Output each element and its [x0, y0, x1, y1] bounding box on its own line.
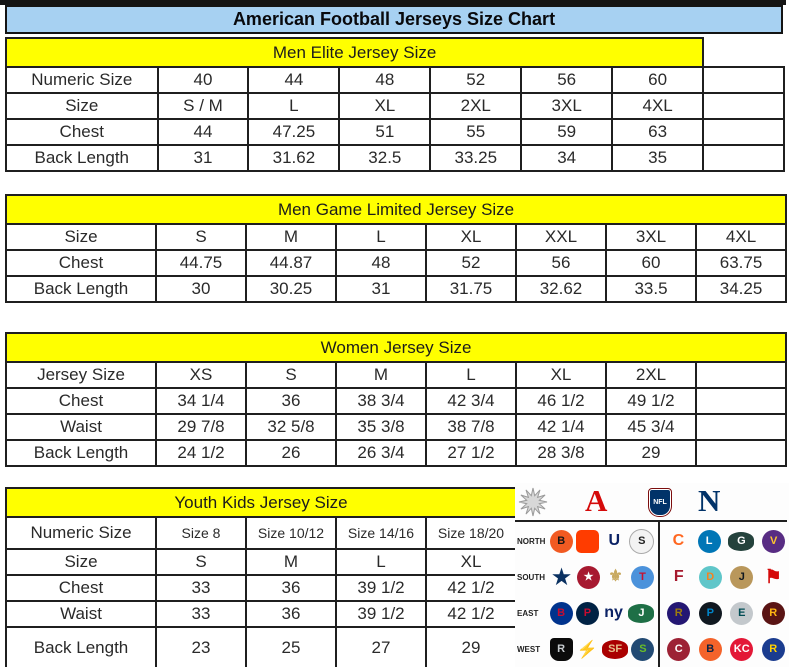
value-cell: M — [246, 224, 336, 250]
row-label-cell: Size — [6, 93, 158, 119]
division-row-west — [515, 631, 789, 667]
value-cell: M — [246, 549, 336, 575]
value-cell: L — [426, 362, 516, 388]
value-cell: 3XL — [606, 224, 696, 250]
value-cell: XL — [426, 549, 516, 575]
nfc-team-logos — [663, 602, 789, 625]
table-row — [6, 601, 516, 627]
value-cell: 44.75 — [156, 250, 246, 276]
value-cell — [696, 440, 786, 466]
titans-logo-icon: T — [631, 566, 654, 589]
value-cell: 32.5 — [339, 145, 430, 171]
value-cell: 44 — [158, 119, 249, 145]
value-cell: 32 5/8 — [246, 414, 336, 440]
value-cell: XXL — [516, 224, 606, 250]
bills-logo-icon: B — [550, 602, 573, 625]
broncos-logo-icon: B — [699, 638, 722, 661]
value-cell: 48 — [339, 67, 430, 93]
women-size-table — [5, 332, 787, 467]
men-game-section-header: Men Game Limited Jersey Size — [6, 195, 786, 224]
value-cell: 31.62 — [248, 145, 339, 171]
row-label-cell: Back Length — [6, 440, 156, 466]
value-cell: 38 3/4 — [336, 388, 426, 414]
row-label-cell: Waist — [6, 414, 156, 440]
division-label: WEST — [517, 644, 541, 654]
row-label-cell: Chest — [6, 250, 156, 276]
value-cell: 27 — [336, 627, 426, 667]
value-cell: 51 — [339, 119, 430, 145]
value-cell: 34.25 — [696, 276, 786, 302]
value-cell: 2XL — [430, 93, 521, 119]
value-cell: Size 14/16 — [336, 517, 426, 549]
division-label: NORTH — [517, 536, 546, 546]
value-cell — [703, 67, 784, 93]
falcons-logo-icon: F — [673, 568, 684, 585]
eagles-logo-icon: E — [730, 602, 753, 625]
value-cell: 31 — [336, 276, 426, 302]
table-row — [6, 549, 516, 575]
texans-logo-icon: ★ — [577, 566, 600, 589]
seahawks-logo-icon: S — [631, 638, 654, 661]
ravens-logo-icon: R — [667, 602, 690, 625]
value-cell: 33.25 — [430, 145, 521, 171]
value-cell — [696, 414, 786, 440]
value-cell: S — [246, 362, 336, 388]
value-cell: L — [336, 549, 426, 575]
value-cell: 56 — [521, 67, 612, 93]
women-section-header: Women Jersey Size — [6, 333, 786, 362]
value-cell: 63 — [612, 119, 703, 145]
value-cell: 45 3/4 — [606, 414, 696, 440]
value-cell: 26 — [246, 440, 336, 466]
value-cell: L — [336, 224, 426, 250]
table-row — [6, 414, 786, 440]
value-cell: 42 1/2 — [426, 575, 516, 601]
nfc-team-logos — [663, 530, 789, 553]
value-cell: 48 — [336, 250, 426, 276]
youth-kids-size-table — [5, 487, 517, 667]
value-cell: 4XL — [696, 224, 786, 250]
table-row — [6, 145, 784, 171]
panthers-logo-icon: P — [699, 602, 722, 625]
value-cell: 29 — [606, 440, 696, 466]
row-label-cell: Chest — [6, 575, 156, 601]
value-cell: 42 1/4 — [516, 414, 606, 440]
value-cell: 39 1/2 — [336, 575, 426, 601]
value-cell: 29 — [426, 627, 516, 667]
table-row — [6, 276, 786, 302]
value-cell: 27 1/2 — [426, 440, 516, 466]
value-cell: 47.25 — [248, 119, 339, 145]
value-cell: Size 10/12 — [246, 517, 336, 549]
bears-logo-icon: C — [672, 532, 685, 549]
value-cell: 33.5 — [606, 276, 696, 302]
value-cell — [696, 388, 786, 414]
nfl-shield-icon: NFL — [649, 489, 671, 516]
table-row — [6, 224, 786, 250]
value-cell: 42 1/2 — [426, 601, 516, 627]
value-cell: 2XL — [606, 362, 696, 388]
table-row — [6, 250, 786, 276]
value-cell: 25 — [246, 627, 336, 667]
value-cell: 33 — [156, 601, 246, 627]
value-cell — [703, 119, 784, 145]
value-cell: XL — [426, 224, 516, 250]
buccaneers-logo-icon: ⚑ — [764, 566, 782, 588]
conference-header-row — [515, 483, 789, 520]
value-cell: 24 1/2 — [156, 440, 246, 466]
rams-logo-icon: R — [762, 638, 785, 661]
afc-conference-icon: A — [585, 483, 608, 518]
bengals-logo-icon: B — [550, 530, 573, 553]
value-cell: 30.25 — [246, 276, 336, 302]
value-cell: 59 — [521, 119, 612, 145]
value-cell: 36 — [246, 601, 336, 627]
value-cell: Size 8 — [156, 517, 246, 549]
division-row-east — [515, 595, 789, 631]
nfl-team-logos-panel — [515, 483, 789, 667]
saints-logo-icon: ⚜ — [608, 568, 623, 585]
youth-section-header: Youth Kids Jersey Size — [6, 488, 516, 517]
logos-horizontal-divider — [515, 520, 787, 522]
afc-team-logos — [548, 529, 656, 554]
chargers-logo-icon: ⚡ — [576, 639, 598, 659]
chiefs-logo-icon: KC — [730, 638, 753, 661]
division-rows — [515, 523, 789, 667]
steelers-logo-icon: S — [629, 529, 654, 554]
value-cell: 35 3/8 — [336, 414, 426, 440]
afc-team-logos — [548, 638, 656, 661]
row-label-cell: Chest — [6, 119, 158, 145]
cardinals-logo-icon: C — [667, 638, 690, 661]
value-cell: 33 — [156, 575, 246, 601]
men-elite-size-table — [5, 37, 785, 172]
value-cell: 40 — [158, 67, 249, 93]
row-label-cell: Back Length — [6, 627, 156, 667]
value-cell: XL — [339, 93, 430, 119]
men-elite-section-header: Men Elite Jersey Size — [6, 38, 703, 67]
value-cell: 23 — [156, 627, 246, 667]
value-cell: S / M — [158, 93, 249, 119]
value-cell: M — [336, 362, 426, 388]
men-elite-header-empty-cell — [703, 38, 784, 67]
value-cell: 31.75 — [426, 276, 516, 302]
row-label-cell: Back Length — [6, 145, 158, 171]
value-cell: 28 3/8 — [516, 440, 606, 466]
table-row — [6, 440, 786, 466]
value-cell — [703, 145, 784, 171]
value-cell: 4XL — [612, 93, 703, 119]
value-cell — [703, 93, 784, 119]
giants-logo-icon: ny — [604, 604, 623, 621]
row-label-cell: Back Length — [6, 276, 156, 302]
table-row — [6, 575, 516, 601]
table-row — [6, 93, 784, 119]
row-label-cell: Jersey Size — [6, 362, 156, 388]
value-cell: 46 1/2 — [516, 388, 606, 414]
patriots-logo-icon: P — [576, 602, 599, 625]
table-row — [6, 388, 786, 414]
cowboys-logo-icon: ★ — [552, 565, 571, 589]
nfc-conference-icon: N — [698, 483, 721, 518]
value-cell: L — [248, 93, 339, 119]
division-label: EAST — [517, 608, 539, 618]
value-cell — [696, 362, 786, 388]
men-game-limited-size-table — [5, 194, 787, 303]
value-cell: 26 3/4 — [336, 440, 426, 466]
value-cell: 34 1/4 — [156, 388, 246, 414]
page-title: American Football Jerseys Size Chart — [5, 5, 783, 34]
value-cell: 63.75 — [696, 250, 786, 276]
value-cell: 52 — [430, 67, 521, 93]
value-cell: 34 — [521, 145, 612, 171]
dolphins-logo-icon: D — [699, 566, 722, 589]
value-cell: Size 18/20 — [426, 517, 516, 549]
row-label-cell: Chest — [6, 388, 156, 414]
value-cell: 44.87 — [246, 250, 336, 276]
lions-logo-icon: L — [698, 530, 721, 553]
table-row — [6, 517, 516, 549]
table-row — [6, 627, 516, 667]
value-cell: XL — [516, 362, 606, 388]
value-cell: S — [156, 224, 246, 250]
value-cell: 30 — [156, 276, 246, 302]
jaguars-logo-icon: J — [730, 566, 753, 589]
starburst-icon — [518, 487, 548, 517]
nfc-team-logos — [663, 566, 789, 589]
value-cell: 38 7/8 — [426, 414, 516, 440]
row-label-cell: Numeric Size — [6, 67, 158, 93]
value-cell: 60 — [612, 67, 703, 93]
value-cell: 44 — [248, 67, 339, 93]
table-row — [6, 67, 784, 93]
afc-team-logos — [548, 602, 656, 625]
table-row — [6, 119, 784, 145]
row-label-cell: Waist — [6, 601, 156, 627]
raiders-logo-icon: R — [550, 638, 573, 661]
value-cell: 36 — [246, 388, 336, 414]
row-label-cell: Size — [6, 549, 156, 575]
value-cell: 60 — [606, 250, 696, 276]
row-label-cell: Size — [6, 224, 156, 250]
value-cell: 52 — [426, 250, 516, 276]
value-cell: 39 1/2 — [336, 601, 426, 627]
value-cell: 32.62 — [516, 276, 606, 302]
49ers-logo-icon: SF — [602, 640, 628, 659]
division-row-north — [515, 523, 789, 559]
jets-logo-icon: J — [628, 604, 654, 623]
vikings-logo-icon: V — [762, 530, 785, 553]
value-cell: 55 — [430, 119, 521, 145]
value-cell: 56 — [516, 250, 606, 276]
division-label: SOUTH — [517, 572, 545, 582]
nfc-team-logos — [663, 638, 789, 661]
value-cell: 29 7/8 — [156, 414, 246, 440]
row-label-cell: Numeric Size — [6, 517, 156, 549]
value-cell: 42 3/4 — [426, 388, 516, 414]
value-cell: S — [156, 549, 246, 575]
value-cell: 31 — [158, 145, 249, 171]
browns-logo-icon — [576, 530, 599, 553]
redskins-logo-icon: R — [762, 602, 785, 625]
division-row-south — [515, 559, 789, 595]
value-cell: 36 — [246, 575, 336, 601]
packers-logo-icon: G — [728, 532, 754, 551]
value-cell: 3XL — [521, 93, 612, 119]
value-cell: XS — [156, 362, 246, 388]
value-cell: 49 1/2 — [606, 388, 696, 414]
colts-logo-icon: U — [608, 532, 621, 549]
afc-team-logos — [548, 566, 656, 589]
table-row — [6, 362, 786, 388]
value-cell: 35 — [612, 145, 703, 171]
